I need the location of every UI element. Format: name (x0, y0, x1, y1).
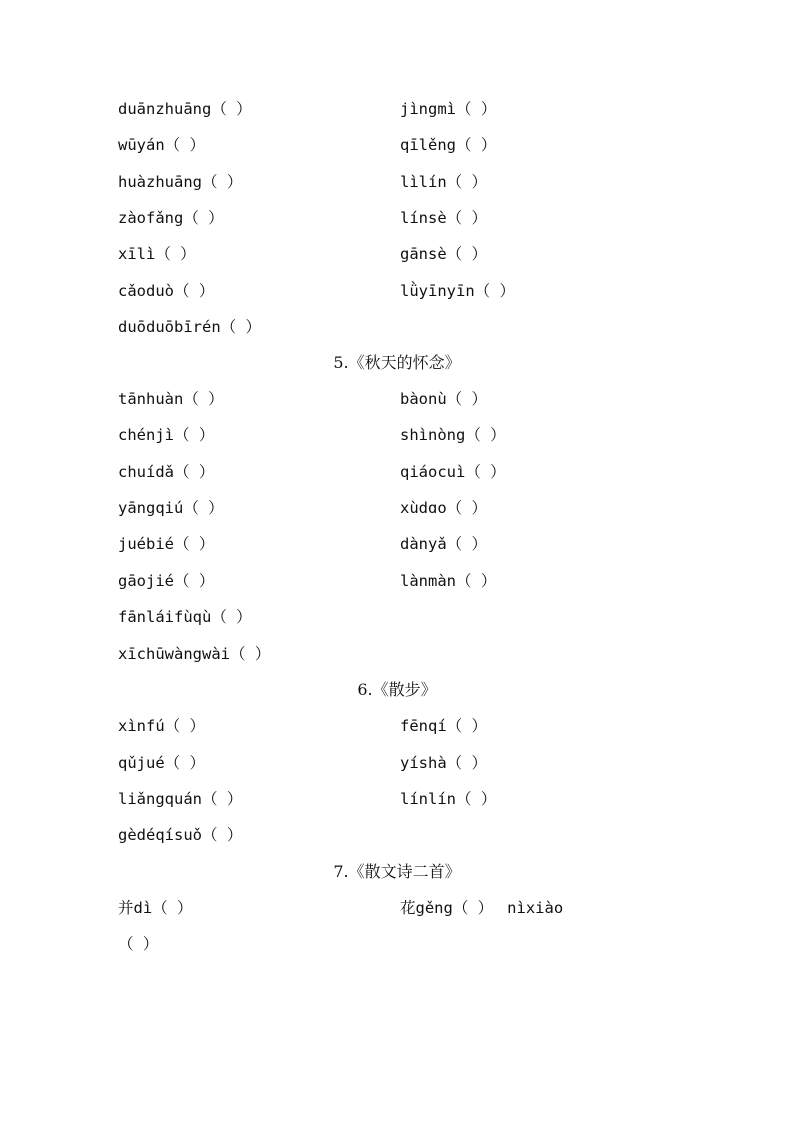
pinyin-item: xīchūwàngwài（ ） (118, 645, 271, 663)
pinyin-item: lǜyīnyīn（ ） (400, 282, 515, 300)
pinyin-item: qǔjué（ ） (118, 754, 205, 772)
pinyin-item: gèdéqísuǒ（ ） (118, 826, 243, 844)
pinyin-item: duānzhuāng（ ） (118, 100, 252, 118)
pinyin-item: gāojié（ ） (118, 572, 215, 590)
pinyin-item: chénjì（ ） (118, 426, 215, 444)
pinyin-item: qiáocuì（ ） (400, 463, 506, 481)
pinyin-item: xìnfú（ ） (118, 717, 205, 735)
pinyin-item: shìnòng（ ） (400, 426, 506, 444)
section-heading: 7.《散文诗二首》 (333, 862, 461, 881)
pinyin-item: tānhuàn（ ） (118, 390, 224, 408)
pinyin-item: lìlín（ ） (400, 173, 487, 191)
pinyin-item: wūyán（ ） (118, 136, 205, 154)
pinyin-item: huàzhuāng（ ） (118, 173, 243, 191)
answer-blank: （ ） (118, 935, 159, 953)
pinyin-item: 花gěng（ ） (400, 899, 494, 917)
pinyin-item: liǎngquán（ ） (118, 790, 243, 808)
pinyin-item: línsè（ ） (400, 209, 487, 227)
pinyin-item: fēnqí（ ） (400, 717, 487, 735)
pinyin-item: zàofǎng（ ） (118, 209, 224, 227)
pinyin-item: qīlěng（ ） (400, 136, 497, 154)
pinyin-item: chuídǎ（ ） (118, 463, 215, 481)
section-heading: 6.《散步》 (357, 680, 437, 699)
pinyin-item: bàonù（ ） (400, 390, 487, 408)
pinyin-item: dànyǎ（ ） (400, 535, 487, 553)
pinyin-item: nìxiào (507, 899, 564, 917)
pinyin-item: gānsè（ ） (400, 245, 487, 263)
pinyin-item: jìngmì（ ） (400, 100, 497, 118)
pinyin-item: 并dì（ ） (118, 899, 193, 917)
pinyin-item: fānláifùqù（ ） (118, 608, 252, 626)
pinyin-item: yíshà（ ） (400, 754, 487, 772)
pinyin-item: cǎoduò（ ） (118, 282, 215, 300)
section-heading: 5.《秋天的怀念》 (333, 353, 461, 372)
pinyin-item: duōduōbīrén（ ） (118, 318, 261, 336)
pinyin-item: yāngqiú（ ） (118, 499, 224, 517)
pinyin-item-row (400, 895, 563, 921)
pinyin-item: lànmàn（ ） (400, 572, 497, 590)
pinyin-item: línlín（ ） (400, 790, 497, 808)
pinyin-item: xīlì（ ） (118, 245, 196, 263)
pinyin-item: juébié（ ） (118, 535, 215, 553)
pinyin-item: xùdɑo（ ） (400, 499, 487, 517)
